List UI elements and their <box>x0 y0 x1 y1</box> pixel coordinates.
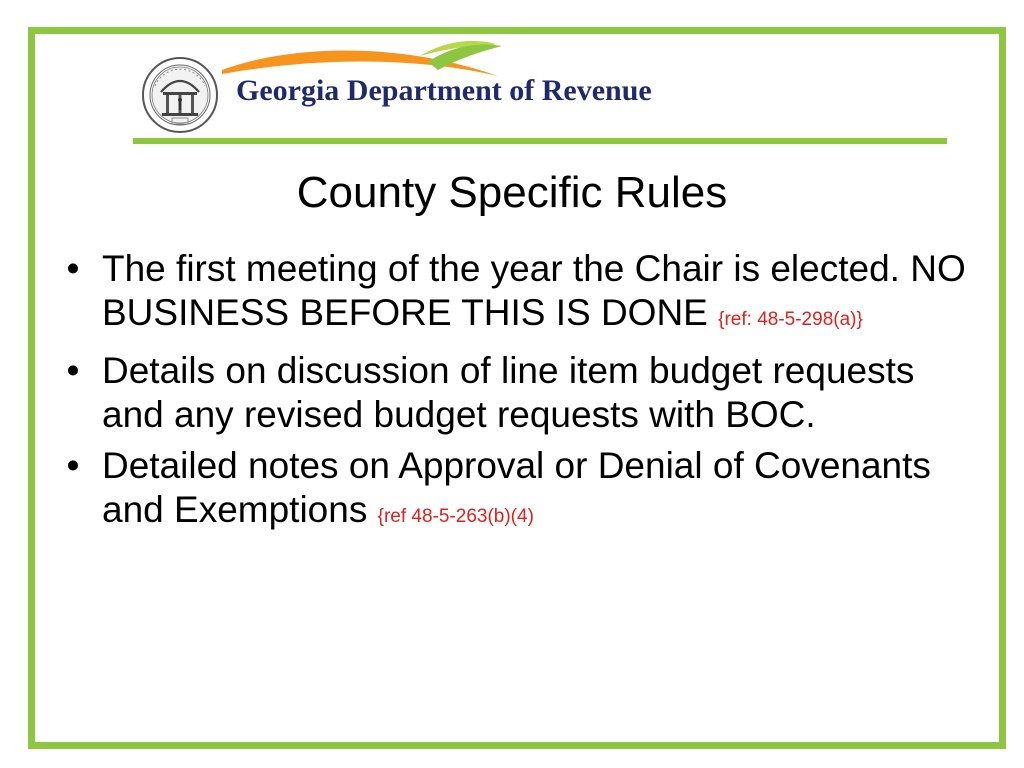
bullet-glyph: • <box>66 248 80 289</box>
bullet-glyph: • <box>66 445 80 486</box>
bullet-item <box>58 349 968 437</box>
reference-code: {ref: 48-5-298(a)} <box>718 309 863 330</box>
header-divider <box>133 138 947 144</box>
organization-name: Georgia Department of Revenue <box>236 74 652 107</box>
reference-code: {ref 48-5-263(b)(4) <box>377 506 534 527</box>
bullet-glyph: • <box>66 350 80 391</box>
bullet-text: Details on discussion of line item budget requests and any revised budget requests with BOC. <box>102 350 915 435</box>
bullet-item <box>58 444 968 539</box>
bullet-text: Detailed notes on Approval or Denial of Covenants and Exemptions <box>102 445 931 530</box>
bullet-text: The first meeting of the year the Chair is elected. NO BUSINESS BEFORE THIS IS DONE <box>102 248 966 333</box>
slide-title: County Specific Rules <box>296 168 728 217</box>
bullet-list <box>58 247 968 546</box>
bullet-item <box>58 247 968 342</box>
georgia-seal-icon <box>141 56 219 134</box>
